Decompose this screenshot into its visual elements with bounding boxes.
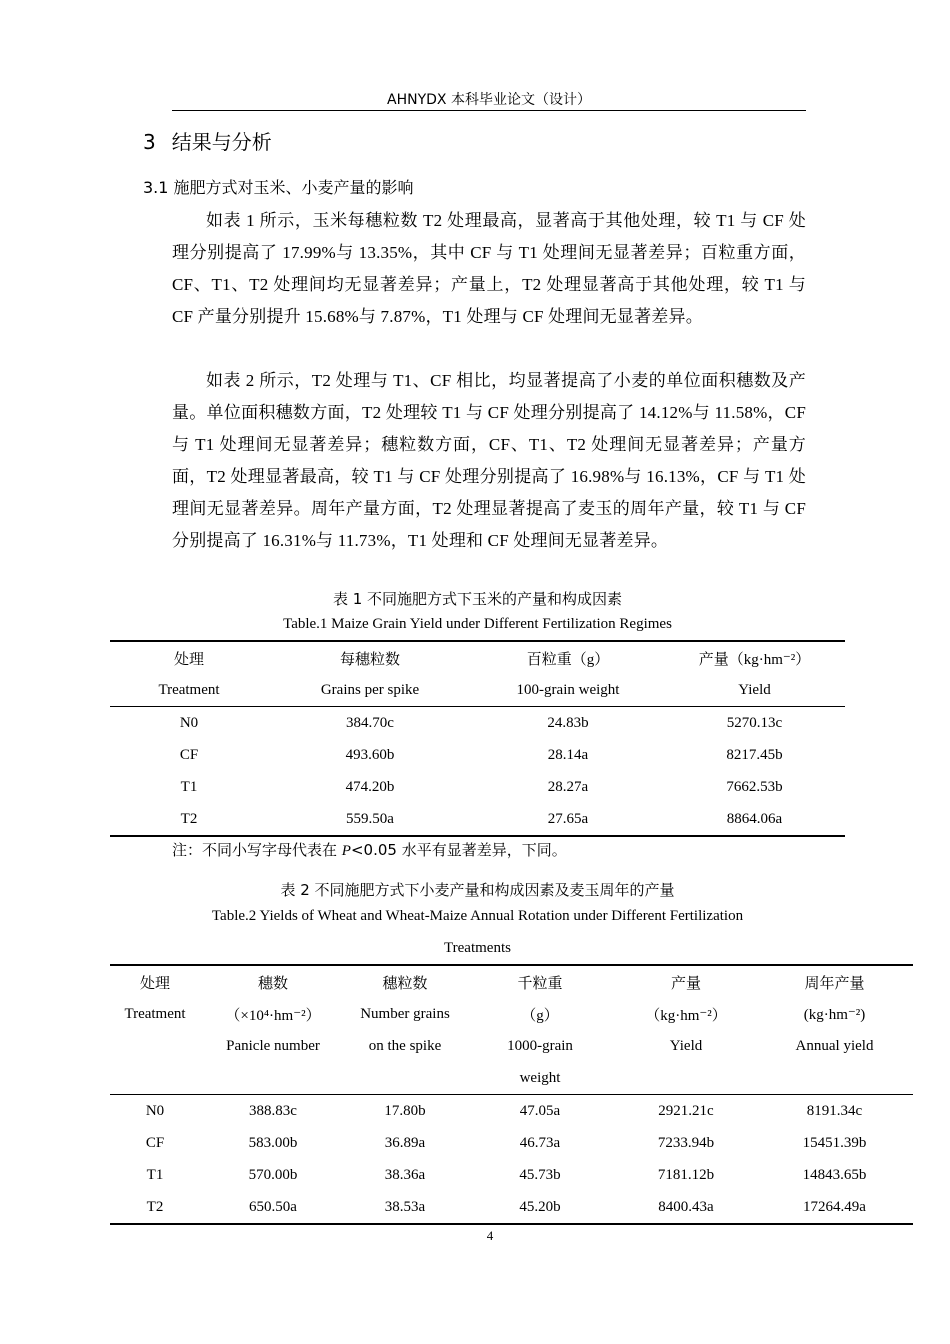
table-note: [172, 839, 567, 862]
table-cell: 15451.39b: [802, 1134, 867, 1151]
table-row: [110, 803, 845, 836]
table1-header-cell: Yield: [664, 674, 845, 707]
table-cell: 24.83b: [547, 714, 589, 731]
table-cell: 47.05a: [519, 1102, 561, 1119]
page-header: AHNYDX 本科毕业论文（设计）: [172, 90, 806, 111]
section-number: 3: [143, 130, 156, 154]
note-p: P: [341, 843, 351, 859]
table-cell: 28.14a: [547, 746, 589, 763]
table-cell: 38.53a: [384, 1198, 426, 1215]
table1-header-cell: 处理: [173, 651, 204, 668]
table2-header-row: [110, 1062, 913, 1095]
table-cell: 493.60b: [345, 746, 395, 763]
table1-caption-en: Table.1 Maize Grain Yield under Different Fertilization Regimes: [283, 616, 672, 632]
table-cell: 8191.34c: [806, 1102, 863, 1119]
table-cell: CF: [145, 1134, 165, 1151]
table-row: [110, 1159, 913, 1191]
table-cell: T2: [146, 1198, 164, 1215]
table-cell: 38.36a: [384, 1166, 426, 1183]
table-cell: 27.65a: [547, 810, 589, 827]
table-cell: 45.20b: [519, 1198, 561, 1215]
table2-header-cell: （g）: [521, 1007, 559, 1024]
table2-header-cell: [110, 1030, 200, 1062]
table2-header-cell: [616, 1062, 756, 1095]
table-cell: 45.73b: [519, 1166, 561, 1183]
table1-header-cell: 每穗粒数: [339, 651, 400, 668]
table2-header-cell: 产量: [670, 975, 701, 992]
table2-header-cell: 千粒重: [517, 975, 563, 992]
table-cell: N0: [179, 714, 199, 731]
table-cell: 8400.43a: [658, 1198, 714, 1215]
table2-header-cell: 处理: [139, 975, 170, 992]
table-cell: 384.70c: [346, 714, 394, 731]
table-row: [110, 707, 845, 740]
table-cell: 559.50a: [346, 810, 394, 827]
table2-header-cell: [200, 1062, 346, 1095]
table2-header-row: [110, 1030, 913, 1062]
table2-caption-en-line1: Table.2 Yields of Wheat and Wheat-Maize Annual Rotation under Different Fertilization: [211, 908, 744, 924]
table-row: [110, 1127, 913, 1159]
section-heading: [143, 128, 272, 156]
table2-header-cell: （kg·hm⁻²）: [645, 1007, 727, 1024]
table1-header-row-cn: [110, 641, 845, 674]
table2-header-cell: Yield: [669, 1037, 703, 1054]
table2-header-cell: [346, 1062, 464, 1095]
subsection-heading: 3.1 施肥方式对玉米、小麦产量的影响: [143, 178, 414, 197]
paragraph-2: 如表 2 所示，T2 处理与 T1、CF 相比，均显著提高了小麦的单位面积穗数及产量。单位面积穗数方面，T2 处理较 T1 与 CF 处理分别提高了 14.12%与 11.58%，CF 与 T1 处理间无显著差异；穗粒数方面，CF、T1、T2 处理间无显著差异；产量方面，T2 处理显著最高，较 T1 与 CF 处理分别提高了 16.98%与 16.13%，CF 与 T1 处理间无显著差异。周年产量方面，T2 处理显著提高了麦玉的周年产量，较 T1 与 CF 分别提高了 16.31%与 11.73%，T1 处理和 CF 处理间无显著差异。: [172, 371, 806, 550]
table-cell: 17.80b: [384, 1102, 426, 1119]
table-cell: 17264.49a: [803, 1198, 866, 1215]
table-cell: 388.83c: [249, 1102, 297, 1119]
table-cell: 14843.65b: [802, 1166, 867, 1183]
table-cell: N0: [145, 1102, 165, 1119]
table1-header-cell: Grains per spike: [268, 674, 472, 707]
table-cell: 36.89a: [384, 1134, 426, 1151]
table-cell: 5270.13c: [726, 714, 783, 731]
table2-header-cell: Panicle number: [226, 1037, 320, 1054]
table-cell: 7181.12b: [657, 1166, 715, 1183]
table1-header-row-en: [110, 674, 845, 707]
paragraph-1: 如表 1 所示，玉米每穗粒数 T2 处理最高，显著高于其他处理，较 T1 与 CF 处理分别提高了 17.99%与 13.35%，其中 CF 与 T1 处理间无显著差异；百粒重方面，CF、T1、T2 处理间均无显著差异；产量上，T2 处理显著高于其他处理，较 T1 与 CF 产量分别提升 15.68%与 7.87%，T1 处理与 CF 处理间无显著差异。: [172, 211, 806, 326]
page-number: 4: [486, 1228, 494, 1243]
table2-header-cell: weight: [464, 1062, 616, 1095]
table-cell: 570.00b: [248, 1166, 298, 1183]
table2-header-cell: 周年产量: [804, 975, 865, 992]
table-cell: 474.20b: [345, 778, 395, 795]
table2-header-cell: 穗粒数: [382, 975, 428, 992]
table-row: [110, 1191, 913, 1224]
table1-caption-cn: 表 1 不同施肥方式下玉米的产量和构成因素: [332, 590, 623, 608]
table2-header-row: [110, 998, 913, 1030]
table-cell: 2921.21c: [658, 1102, 714, 1119]
table-cell: 7233.94b: [657, 1134, 715, 1151]
table2-header-cell: on the spike: [368, 1037, 442, 1054]
table2-header-cell: [756, 1062, 913, 1095]
table-cell: CF: [179, 746, 199, 763]
table-row: [110, 739, 845, 771]
table-cell: 46.73a: [519, 1134, 561, 1151]
table2-header-cell: （×10⁴·hm⁻²）: [225, 1007, 321, 1024]
table-cell: 8217.45b: [726, 746, 783, 763]
table2-header-cell: 穗数: [257, 975, 288, 992]
table-row: [110, 1095, 913, 1128]
table1-header-cell: 100-grain weight: [472, 674, 664, 707]
table2-header-cell: 1000-grain: [507, 1037, 573, 1054]
table2-header-row: [110, 965, 913, 998]
table-cell: T1: [146, 1166, 164, 1183]
section-title: 结果与分析: [171, 130, 272, 154]
table2-caption-cn: 表 2 不同施肥方式下小麦产量和构成因素及麦玉周年的产量: [280, 881, 675, 899]
table-cell: T2: [180, 810, 198, 827]
table2-header-cell: [110, 1062, 200, 1095]
table2-header-cell: (kg·hm⁻²): [803, 1006, 866, 1023]
table-cell: T1: [180, 778, 198, 795]
table1-header-cell: 产量（kg·hm⁻²）: [698, 651, 811, 668]
table2-header-cell: Annual yield: [795, 1037, 874, 1054]
table2-header-cell: Treatment: [124, 1005, 186, 1022]
table-cell: 650.50a: [249, 1198, 297, 1215]
table2-header-cell: Number grains: [360, 1005, 450, 1022]
note-prefix: 注：不同小写字母代表在: [172, 841, 342, 859]
table-cell: 28.27a: [547, 778, 589, 795]
note-suffix: <0.05 水平有显著差异，下同。: [350, 841, 567, 859]
table2-caption-en-line2: Treatments: [444, 940, 511, 956]
table1-header-cell: Treatment: [110, 674, 268, 707]
table-cell: 583.00b: [248, 1134, 298, 1151]
table1-header-cell: 百粒重（g）: [526, 651, 610, 668]
table2: [110, 964, 913, 1225]
table-cell: 8864.06a: [726, 810, 783, 827]
table-row: [110, 771, 845, 803]
table-cell: 7662.53b: [726, 778, 783, 795]
table1: [110, 640, 845, 837]
